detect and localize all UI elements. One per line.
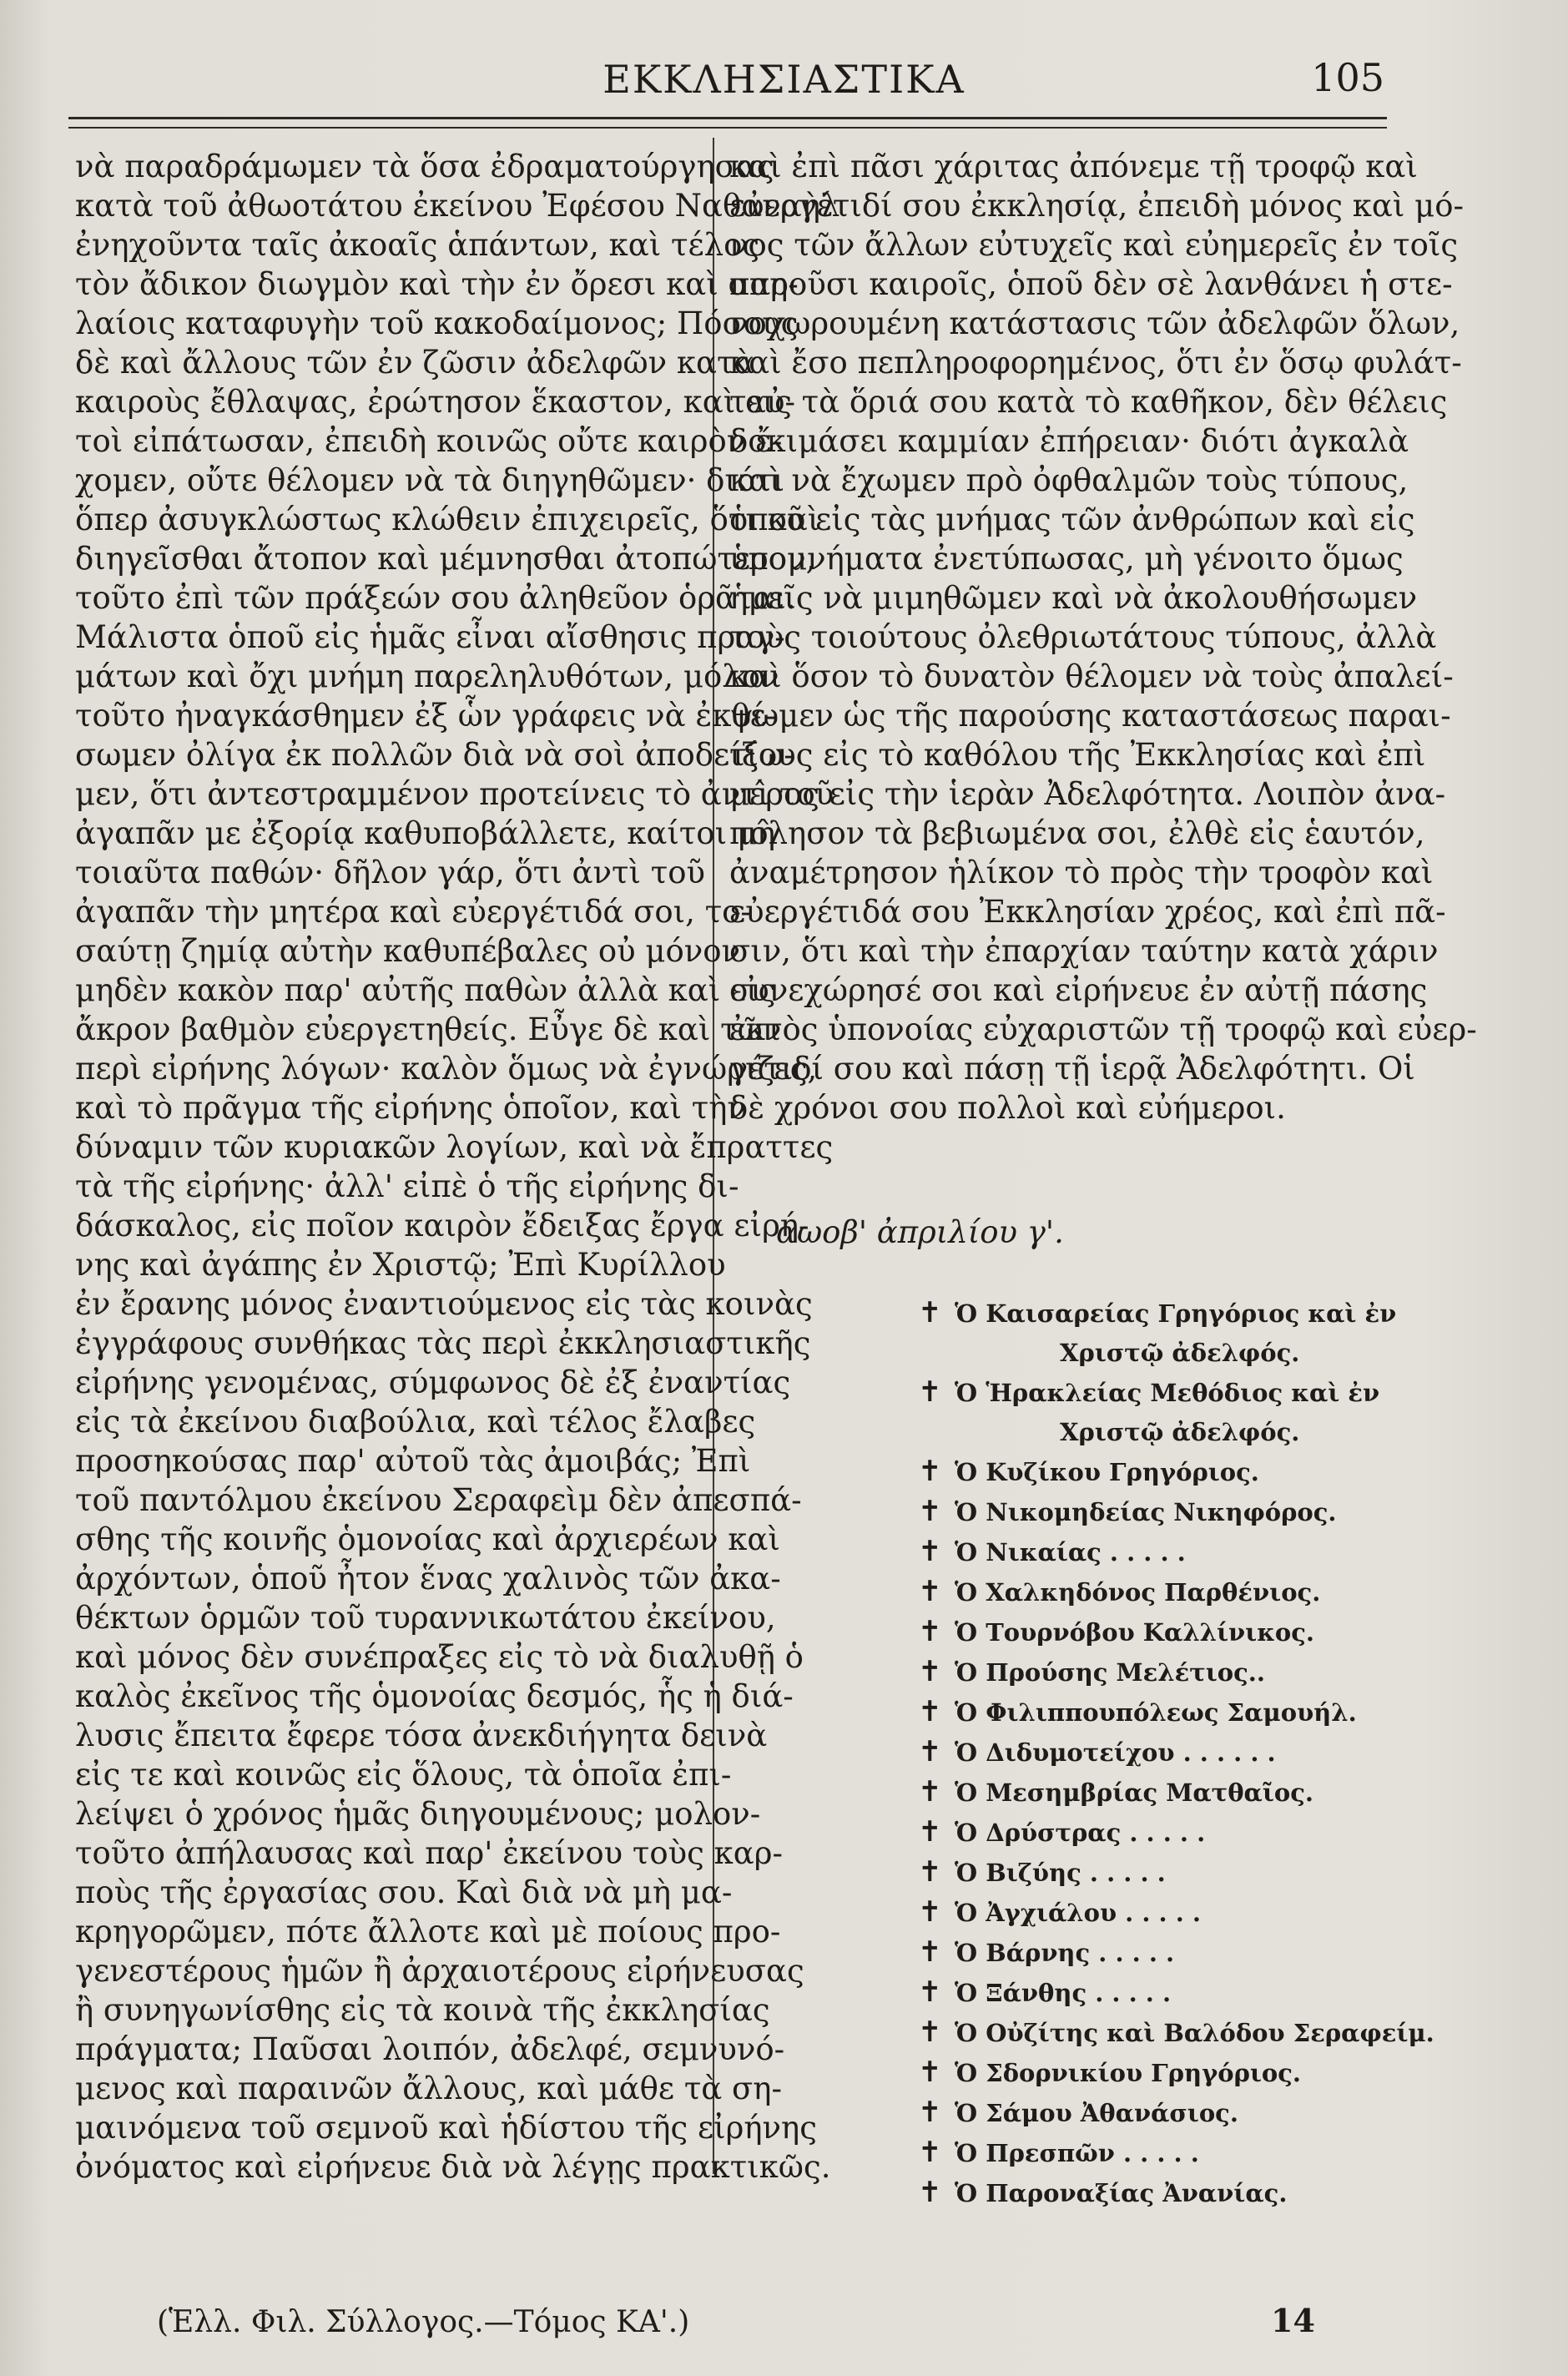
cross-icon: ✝ — [918, 1455, 942, 1488]
signatory-continuation: Χριστῷ ἀδελφός. — [1060, 1418, 1300, 1446]
text-line: μεν, ὅτι ἀντεστραμμένον προτείνεις τὸ ἀντὶ τοῦ — [75, 776, 834, 812]
signatory-line — [918, 1853, 1419, 1893]
cross-icon: ✝ — [918, 1375, 942, 1409]
signatory-line — [918, 2173, 1419, 2213]
text-line: μενος καὶ παραινῶν ἄλλους, καὶ μάθε τὰ ση- — [75, 2071, 782, 2106]
date-line: αωοβ' ἀπριλίου γ'. — [776, 1214, 1064, 1250]
text-line: ὁποῦ εἰς τὰς μνήμας τῶν ἀνθρώπων καὶ εἰς — [729, 502, 1415, 537]
signatory-name: Ὁ Φιλιππουπόλεως Σαμουήλ. — [955, 1698, 1357, 1727]
text-line: λείψει ὁ χρόνος ἡμᾶς διηγουμένους; μολον- — [75, 1796, 761, 1832]
left-column — [75, 147, 840, 2187]
cross-icon: ✝ — [918, 2015, 942, 2049]
text-line: δύναμιν τῶν κυριακῶν λογίων, καὶ νὰ ἔπραττες — [75, 1129, 834, 1165]
signatory-line — [918, 1893, 1419, 1933]
signatory-line — [918, 1492, 1419, 1532]
text-line: καὶ τὸ πρᾶγμα τῆς εἰρήνης ὁποῖον, καὶ τὴν — [75, 1090, 746, 1126]
text-line: καὶ μόνος δὲν συνέπραξες εἰς τὸ νὰ διαλυθῇ ὁ — [75, 1639, 804, 1675]
text-line: τοιαῦτα παθών· δῆλον γάρ, ὅτι ἀντὶ τοῦ — [75, 855, 705, 890]
text-line: ἀγαπᾶν τὴν μητέρα καὶ εὐεργέτιδά σοι, το- — [75, 894, 751, 930]
header-rule-thin — [68, 127, 1387, 129]
text-line: ἄκρον βαθμὸν εὐεργετηθείς. Εὖγε δὲ καὶ τῶν — [75, 1011, 782, 1047]
text-line: νος τῶν ἄλλων εὐτυχεῖς καὶ εὐημερεῖς ἐν τοῖς — [729, 227, 1459, 263]
text-line: χομεν, οὔτε θέλομεν νὰ τὰ διηγηθῶμεν· διότι — [75, 462, 785, 498]
text-line: τοῦ παντόλμου ἐκείνου Σεραφεὶμ δὲν ἀπεσπά- — [75, 1482, 802, 1518]
signatory-name: Ὁ Προύσης Μελέτιος.. — [955, 1658, 1265, 1687]
signatory-name: Ὁ Βάρνης . . . . . — [955, 1939, 1175, 1967]
signatory-line — [918, 1572, 1419, 1612]
text-line: νης καὶ ἀγάπης ἐν Χριστῷ; Ἐπὶ Κυρίλλου — [75, 1247, 726, 1283]
text-line: σθης τῆς κοινῆς ὁμονοίας καὶ ἀρχιερέων καὶ — [75, 1521, 780, 1557]
text-line: ποὺς τῆς ἐργασίας σου. Καὶ διὰ νὰ μὴ μα- — [75, 1874, 733, 1910]
signatory-line — [918, 1933, 1419, 1973]
text-line: ὅπερ ἀσυγκλώστως κλώθειν ἐπιχειρεῖς, ὅτι καὶ — [75, 502, 820, 537]
signatory-line — [918, 1973, 1419, 2013]
text-line: σωμεν ὀλίγα ἐκ πολλῶν διὰ νὰ σοὶ ἀποδείξω- — [75, 737, 794, 773]
text-line: ἢ συνηγωνίσθης εἰς τὰ κοινὰ τῆς ἐκκλησίας — [75, 1992, 770, 2028]
signatory-line — [918, 1373, 1419, 1413]
signatory-name: Ὁ Διδυμοτείχου . . . . . . — [955, 1738, 1276, 1767]
cross-icon: ✝ — [918, 1535, 942, 1568]
text-line: συνεχώρησέ σοι καὶ εἰρήνευε ἐν αὐτῇ πάσης — [729, 972, 1428, 1008]
text-line: δοκιμάσει καμμίαν ἐπήρειαν· διότι ἀγκαλὰ — [729, 423, 1409, 459]
signatory-name: Ὁ Μεσημβρίας Ματθαῖος. — [955, 1778, 1313, 1807]
signatory-name: Ὁ Τουρνόβου Καλλίνικος. — [955, 1618, 1315, 1647]
signatory-name: Ὁ Βιζύης . . . . . — [955, 1859, 1166, 1887]
running-title: ΕΚΚΛΗΣΙΑΣΤΙΚΑ — [602, 57, 966, 102]
text-line: θέκτων ὁρμῶν τοῦ τυραννικωτάτου ἐκείνου, — [75, 1600, 776, 1636]
header-rule — [68, 117, 1387, 119]
text-line: σιν, ὅτι καὶ τὴν ἐπαρχίαν ταύτην κατὰ χάριν — [729, 933, 1439, 969]
signatory-name: Ὁ Νικομηδείας Νικηφόρος. — [955, 1498, 1337, 1526]
text-line: πόλησον τὰ βεβιωμένα σοι, ἐλθὲ εἰς ἑαυτόν, — [729, 815, 1425, 851]
text-line: διηγεῖσθαι ἄτοπον καὶ μέμνησθαι ἀτοπώτερον, — [75, 541, 816, 577]
text-line: ἐνηχοῦντα ταῖς ἀκοαῖς ἁπάντων, καὶ τέλος — [75, 227, 760, 263]
cross-icon: ✝ — [918, 2096, 942, 2129]
text-line: κατὰ τοῦ ἀθωοτάτου ἐκείνου Ἐφέσου Ναθαναὴλ — [75, 188, 840, 224]
text-line: ἀγαπᾶν με ἐξορίᾳ καθυποβάλλετε, καίτοι μὴ — [75, 815, 776, 851]
signatory-name: Ὁ Οὐζίτης καὶ Βαλόδου Σεραφείμ. — [955, 2019, 1434, 2047]
signatory-line — [918, 1294, 1419, 1334]
cross-icon: ✝ — [918, 1615, 942, 1648]
text-line: καιροὺς ἔθλαψας, ἐρώτησον ἕκαστον, καὶ αὐ- — [75, 384, 795, 420]
text-line: ἀρχόντων, ὁποῦ ἦτον ἕνας χαλινὸς τῶν ἀκα- — [75, 1561, 781, 1597]
text-line: καὶ ἐπὶ πᾶσι χάριτας ἀπόνεμε τῇ τροφῷ καὶ — [729, 149, 1418, 184]
cross-icon: ✝ — [918, 1855, 942, 1889]
cross-icon: ✝ — [918, 1296, 942, 1329]
text-line: εἰς τὰ ἐκείνου διαβούλια, καὶ τέλος ἔλαβες — [75, 1404, 756, 1440]
text-line: τὰ τῆς εἰρήνης· ἀλλ' εἰπὲ ὁ τῆς εἰρήνης δι- — [75, 1168, 739, 1204]
text-line: τοῦτο ἠναγκάσθημεν ἐξ ὧν γράφεις νὰ ἐκθέ- — [75, 698, 777, 734]
text-line: μαινόμενα τοῦ σεμνοῦ καὶ ἡδίστου τῆς εἰρήνης — [75, 2110, 817, 2146]
text-line: εὐεργέτιδί σου ἐκκλησίᾳ, ἐπειδὴ μόνος καὶ μό- — [729, 188, 1464, 224]
signatory-continuation: Χριστῷ ἀδελφός. — [1060, 1339, 1300, 1367]
cross-icon: ✝ — [918, 1815, 942, 1849]
signatory-line — [918, 2053, 1419, 2093]
cross-icon: ✝ — [918, 2056, 942, 2089]
footer-source: (Ἑλλ. Φιλ. Σύλλογος.—Τόμος ΚΑ'.) — [157, 2305, 690, 2339]
cross-icon: ✝ — [918, 1655, 942, 1688]
text-line: καὶ ὅσον τὸ δυνατὸν θέλομεν νὰ τοὺς ἀπαλεί- — [729, 658, 1454, 694]
text-line: καὶ νὰ ἔχωμεν πρὸ ὀφθαλμῶν τοὺς τύπους, — [729, 462, 1409, 498]
text-line: ὀνόματος καὶ εἰρήνευε διὰ νὰ λέγῃς πρακτικῶς. — [75, 2149, 831, 2185]
text-line: σαύτῃ ζημίᾳ αὐτὴν καθυπέβαλες οὐ μόνον — [75, 933, 740, 969]
cross-icon: ✝ — [918, 1735, 942, 1768]
text-line: περὶ εἰρήνης λόγων· καλὸν ὅμως νὰ ἐγνώριζες, — [75, 1051, 818, 1087]
cross-icon: ✝ — [918, 1895, 942, 1929]
signatory-name: Ὁ Κυζίκου Γρηγόριος. — [955, 1458, 1259, 1486]
text-line: μάτων καὶ ὄχι μνήμη παρεληλυθότων, μόλον — [75, 658, 779, 694]
signatory-name: Ὁ Δρύστρας . . . . . — [955, 1819, 1206, 1847]
signatory-line — [918, 1652, 1419, 1692]
cross-icon: ✝ — [918, 2176, 942, 2209]
signatory-line — [918, 2013, 1434, 2053]
text-line: μηδὲν κακὸν παρ' αὐτῆς παθὼν ἀλλὰ καὶ εἰς — [75, 972, 776, 1008]
signatory-name: Ὁ Ἀγχιάλου . . . . . — [955, 1899, 1202, 1927]
text-line: παροῦσι καιροῖς, ὁποῦ δὲν σὲ λανθάνει ἡ στε- — [729, 266, 1453, 302]
cross-icon: ✝ — [918, 1935, 942, 1969]
text-line: εἰρήνης γενομένας, σύμφωνος δὲ ἐξ ἐναντίας — [75, 1365, 791, 1400]
signatory-line — [918, 1773, 1419, 1813]
text-line: ἐγγράφους συνθήκας τὰς περὶ ἐκκλησιαστικῆς — [75, 1325, 811, 1361]
signatory-line — [918, 1813, 1419, 1853]
text-line: μέρος εἰς τὴν ἱερὰν Ἀδελφότητα. Λοιπὸν ἀνα- — [729, 776, 1446, 812]
signatory-line — [918, 1532, 1419, 1572]
text-line: τὸν ἄδικον διωγμὸν καὶ τὴν ἐν ὄρεσι καὶ σπη- — [75, 266, 799, 302]
text-line: νοχωρουμένη κατάστασις τῶν ἀδελφῶν ὅλων, — [729, 305, 1460, 341]
text-line: δὲ καὶ ἄλλους τῶν ἐν ζῶσιν ἀδελφῶν κατὰ — [75, 345, 755, 381]
signatory-line — [918, 1733, 1419, 1773]
text-line: πράγματα; Παῦσαι λοιπόν, ἀδελφέ, σεμνυνό- — [75, 2031, 785, 2067]
text-line: τοὶ εἰπάτωσαν, ἐπειδὴ κοινῶς οὔτε καιρὸν ἔ- — [75, 423, 783, 459]
text-line: ψωμεν ὡς τῆς παρούσης καταστάσεως παραι- — [729, 698, 1451, 734]
text-line: Μάλιστα ὁποῦ εἰς ἡμᾶς εἶναι αἴσθησις πραγ- — [75, 619, 785, 655]
signatory-line — [918, 2093, 1419, 2133]
right-column — [729, 147, 1477, 1127]
signatory-name: Ὁ Παροναξίας Ἀνανίας. — [955, 2179, 1288, 2207]
signatory-name: Ὁ Ἡρακλείας Μεθόδιος καὶ ἐν — [955, 1379, 1380, 1407]
signatory-name: Ὁ Ξάνθης . . . . . — [955, 1979, 1172, 2007]
signatory-list — [918, 1294, 1434, 2213]
signatory-line — [918, 2133, 1419, 2173]
text-line: δὲ χρόνοι σου πολλοὶ καὶ εὐήμεροι. — [729, 1090, 1286, 1126]
signatory-name: Ὁ Νικαίας . . . . . — [955, 1538, 1186, 1566]
text-line: ὑπομνήματα ἐνετύπωσας, μὴ γένοιτο ὅμως — [729, 541, 1404, 577]
text-line: ἐκτὸς ὑπονοίας εὐχαριστῶν τῇ τροφῷ καὶ εὐερ- — [729, 1011, 1477, 1047]
text-line: καὶ ἔσο πεπληροφορημένος, ὅτι ἐν ὅσῳ φυλάτ- — [729, 345, 1462, 381]
text-line: λυσις ἔπειτα ἔφερε τόσα ἀνεκδιήγητα δεινὰ — [75, 1718, 768, 1753]
signatory-name: Ὁ Σδορνικίου Γρηγόριος. — [955, 2059, 1302, 2087]
cross-icon: ✝ — [918, 2136, 942, 2169]
text-line: λαίοις καταφυγὴν τοῦ κακοδαίμονος; Πόσους — [75, 305, 799, 341]
signatory-name: Ὁ Σάμου Ἀθανάσιος. — [955, 2099, 1238, 2127]
text-line: τοῦτο ἐπὶ τῶν πράξεών σου ἀληθεῦον ὁρᾶται. — [75, 580, 796, 616]
cross-icon: ✝ — [918, 1495, 942, 1528]
cross-icon: ✝ — [918, 1975, 942, 2009]
text-line: τοῦτο ἀπήλαυσας καὶ παρ' ἐκείνου τοὺς καρ- — [75, 1835, 784, 1871]
text-line: τεις τὰ ὅριά σου κατὰ τὸ καθῆκον, δὲν θέλεις — [729, 384, 1448, 420]
text-line: ἐν ἔρανης μόνος ἐναντιούμενος εἰς τὰς κοινὰς — [75, 1286, 813, 1322]
text-line: τοὺς τοιούτους ὀλεθριωτάτους τύπους, ἀλλὰ — [729, 619, 1437, 655]
text-line: καλὸς ἐκεῖνος τῆς ὁμονοίας δεσμός, ἧς ἡ διά- — [75, 1678, 794, 1714]
signatory-line — [918, 1692, 1419, 1733]
text-line: γενεστέρους ἡμῶν ἢ ἀρχαιοτέρους εἰρήνευσας — [75, 1953, 804, 1989]
text-line: δάσκαλος, εἰς ποῖον καιρὸν ἔδειξας ἔργα εἰρή- — [75, 1208, 809, 1243]
text-line: γέτιδί σου καὶ πάσῃ τῇ ἱερᾷ Ἀδελφότητι. Οἱ — [729, 1051, 1415, 1087]
signatory-line — [918, 1452, 1419, 1492]
text-line: κρηγορῶμεν, πότε ἄλλοτε καὶ μὲ ποίους προ- — [75, 1914, 781, 1950]
text-line: τίους εἰς τὸ καθόλου τῆς Ἐκκλησίας καὶ ἐπὶ — [729, 737, 1426, 773]
cross-icon: ✝ — [918, 1775, 942, 1808]
text-line: ἡμεῖς νὰ μιμηθῶμεν καὶ νὰ ἀκολουθήσωμεν — [729, 580, 1418, 616]
text-line: εὐεργέτιδά σου Ἐκκλησίαν χρέος, καὶ ἐπὶ πᾶ- — [729, 894, 1446, 930]
signatory-name: Ὁ Πρεσπῶν . . . . . — [955, 2139, 1199, 2167]
signatory-line — [918, 1612, 1419, 1652]
cross-icon: ✝ — [918, 1575, 942, 1608]
text-line: εἰς τε καὶ κοινῶς εἰς ὅλους, τὰ ὁποῖα ἐπι- — [75, 1757, 732, 1793]
text-line: νὰ παραδράμωμεν τὰ ὅσα ἐδραματούργησας — [75, 149, 774, 184]
page-number: 105 — [1311, 55, 1384, 100]
text-line: προσηκούσας παρ' αὐτοῦ τὰς ἀμοιβάς; Ἐπὶ — [75, 1443, 751, 1479]
printer-signature: 14 — [1271, 2302, 1315, 2339]
cross-icon: ✝ — [918, 1695, 942, 1728]
text-line: ἀναμέτρησον ἡλίκον τὸ πρὸς τὴν τροφὸν καὶ — [729, 855, 1434, 890]
signatory-name: Ὁ Καισαρείας Γρηγόριος καὶ ἐν — [955, 1299, 1397, 1328]
signatory-name: Ὁ Χαλκηδόνος Παρθένιος. — [955, 1578, 1321, 1607]
